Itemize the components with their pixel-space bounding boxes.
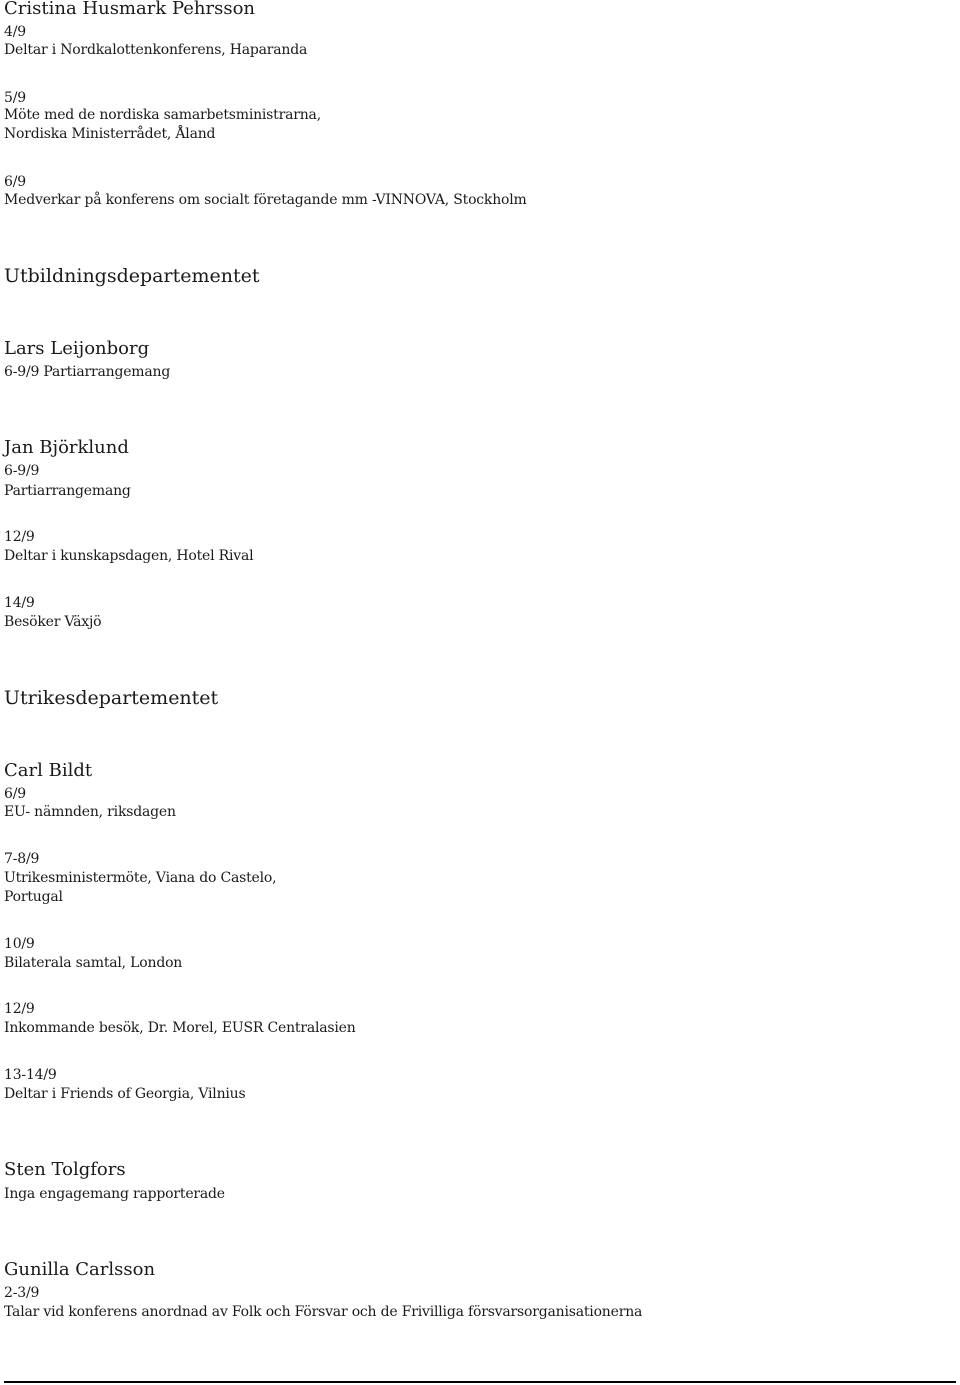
entry-text: Nordiska Ministerrådet, Åland <box>4 126 216 142</box>
entry-text: Inkommande besök, Dr. Morel, EUSR Centralasien <box>4 1020 356 1036</box>
entry-date: 10/9 <box>4 936 35 952</box>
entry-text: Deltar i Nordkalottenkonferens, Haparanda <box>4 42 308 58</box>
entry-text: 6-9/9 Partiarrangemang <box>4 364 171 380</box>
entry-text: Möte med de nordiska samarbetsministrarna, <box>4 107 321 123</box>
minister-name: Lars Leijonborg <box>4 338 150 359</box>
entry-date: 12/9 <box>4 529 35 545</box>
entry-date: 2-3/9 <box>4 1285 40 1301</box>
entry-date: 12/9 <box>4 1001 35 1017</box>
entry-text: Medverkar på konferens om socialt företagande mm -VINNOVA, Stockholm <box>4 192 527 208</box>
entry-date: 7-8/9 <box>4 851 40 867</box>
entry-date: 6/9 <box>4 786 26 802</box>
entry-text: Inga engagemang rapporterade <box>4 1186 225 1202</box>
entry-text: Besöker Växjö <box>4 614 102 630</box>
entry-text: Portugal <box>4 889 63 905</box>
entry-text: Deltar i kunskapsdagen, Hotel Rival <box>4 548 254 564</box>
entry-date: 13-14/9 <box>4 1067 57 1083</box>
minister-name: Jan Björklund <box>4 437 129 458</box>
bottom-rule <box>4 1381 956 1383</box>
entry-date: 14/9 <box>4 595 35 611</box>
entry-date: 6/9 <box>4 174 26 190</box>
entry-text: Deltar i Friends of Georgia, Vilnius <box>4 1086 246 1102</box>
minister-name: Cristina Husmark Pehrsson <box>4 0 256 19</box>
entry-date: 6-9/9 <box>4 463 40 479</box>
entry-text: Bilaterala samtal, London <box>4 955 183 971</box>
entry-text: Partiarrangemang <box>4 483 131 499</box>
entry-date: 4/9 <box>4 24 26 40</box>
entry-text: Utrikesministermöte, Viana do Castelo, <box>4 870 277 886</box>
department-heading: Utbildningsdepartementet <box>4 265 260 287</box>
entry-text: EU- nämnden, riksdagen <box>4 804 176 820</box>
minister-name: Carl Bildt <box>4 760 93 781</box>
minister-name: Gunilla Carlsson <box>4 1259 156 1280</box>
entry-text: Talar vid konferens anordnad av Folk och Försvar och de Frivilliga försvarsorganisationerna <box>4 1304 643 1320</box>
department-heading: Utrikesdepartementet <box>4 687 219 709</box>
entry-date: 5/9 <box>4 90 26 106</box>
minister-name: Sten Tolgfors <box>4 1159 126 1180</box>
